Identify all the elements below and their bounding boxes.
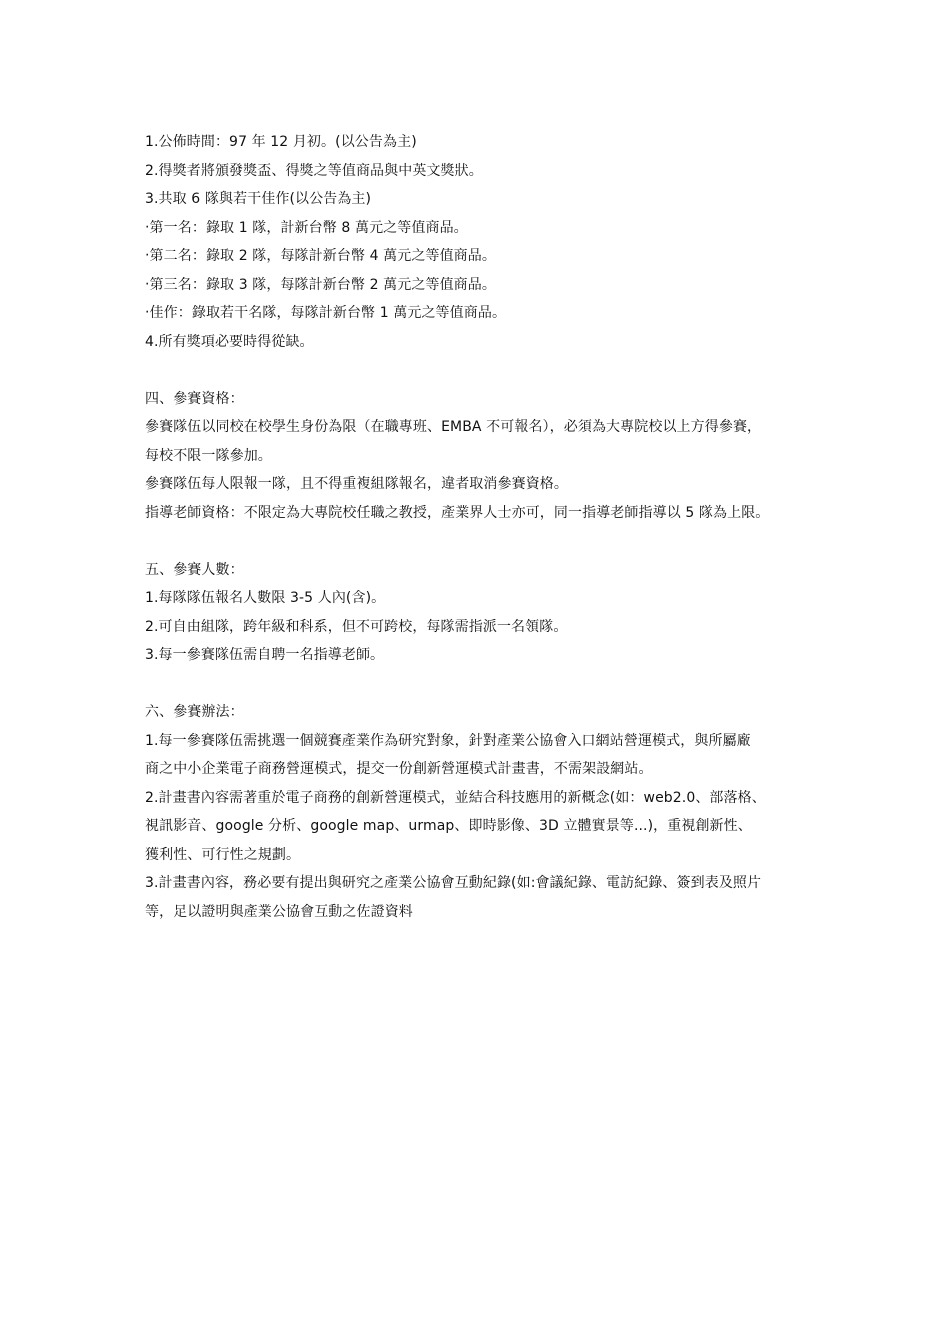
team-size-line: 1.每隊隊伍報名人數限 3-5 人內(含)。 bbox=[145, 590, 386, 606]
eligibility-line: 參賽隊伍以同校在校學生身份為限（在職專班、EMBA 不可報名），必須為大專院校以上方得參賽， bbox=[145, 419, 762, 435]
team-size-line: 2.可自由組隊，跨年級和科系，但不可跨校，每隊需指派一名領隊。 bbox=[145, 618, 568, 635]
eligibility-line: 參賽隊伍每人限報一隊，且不得重複組隊報名，違者取消參賽資格。 bbox=[145, 476, 568, 492]
awards-line: ‧第二名：錄取 2 隊，每隊計新台幣 4 萬元之等值商品。 bbox=[145, 248, 496, 264]
awards-line: 3.共取 6 隊與若干佳作(以公告為主) bbox=[145, 191, 372, 207]
team-size-section bbox=[145, 556, 825, 670]
paragraph-spacer bbox=[145, 527, 825, 556]
eligibility-line: 指導老師資格：不限定為大專院校任職之教授，產業界人士亦可，同一指導老師指導以 5 隊為上限。 bbox=[145, 504, 770, 521]
section-heading: 四、參賽資格： bbox=[145, 390, 244, 407]
awards-line: 2.得獎者將頒發獎盃、得獎之等值商品與中英文獎狀。 bbox=[145, 162, 483, 179]
awards-line: 1.公佈時間：97 年 12 月初。(以公告為主) bbox=[145, 134, 417, 150]
paragraph-spacer bbox=[145, 670, 825, 699]
awards-line: ‧第三名：錄取 3 隊，每隊計新台幣 2 萬元之等值商品。 bbox=[145, 276, 496, 293]
awards-section bbox=[145, 128, 825, 356]
method-line: 視訊影音、google 分析、google map、urmap、即時影像、3D 立體實景等...)，重視創新性、 bbox=[145, 818, 752, 834]
document-body bbox=[145, 128, 825, 926]
method-line: 商之中小企業電子商務營運模式，提交一份創新營運模式計畫書，不需架設網站。 bbox=[145, 761, 653, 777]
method-line: 3.計畫書內容，務必要有提出與研究之產業公協會互動紀錄(如:會議紀錄、電訪紀錄、簽到表及照片 bbox=[145, 875, 762, 891]
eligibility-section bbox=[145, 385, 825, 528]
method-line: 1.每一參賽隊伍需挑選一個競賽產業作為研究對象，針對產業公協會入口網站營運模式，與所屬廠 bbox=[145, 732, 751, 749]
method-line: 獲利性、可行性之規劃。 bbox=[145, 846, 301, 863]
paragraph-spacer bbox=[145, 356, 825, 385]
section-heading: 五、參賽人數： bbox=[145, 561, 244, 578]
team-size-line: 3.每一參賽隊伍需自聘一名指導老師。 bbox=[145, 647, 385, 663]
method-line: 2.計畫書內容需著重於電子商務的創新營運模式，並結合科技應用的新概念(如：web2.0、部落格、 bbox=[145, 789, 766, 806]
awards-line: 4.所有獎項必要時得從缺。 bbox=[145, 333, 314, 350]
method-section bbox=[145, 698, 825, 926]
section-heading: 六、參賽辦法： bbox=[145, 704, 244, 720]
method-line: 等，足以證明與產業公協會互動之佐證資料 bbox=[145, 903, 413, 920]
eligibility-line: 每校不限一隊參加。 bbox=[145, 447, 272, 464]
awards-line: ‧佳作：錄取若干名隊，每隊計新台幣 1 萬元之等值商品。 bbox=[145, 305, 507, 321]
awards-line: ‧第一名：錄取 1 隊，計新台幣 8 萬元之等值商品。 bbox=[145, 219, 468, 236]
